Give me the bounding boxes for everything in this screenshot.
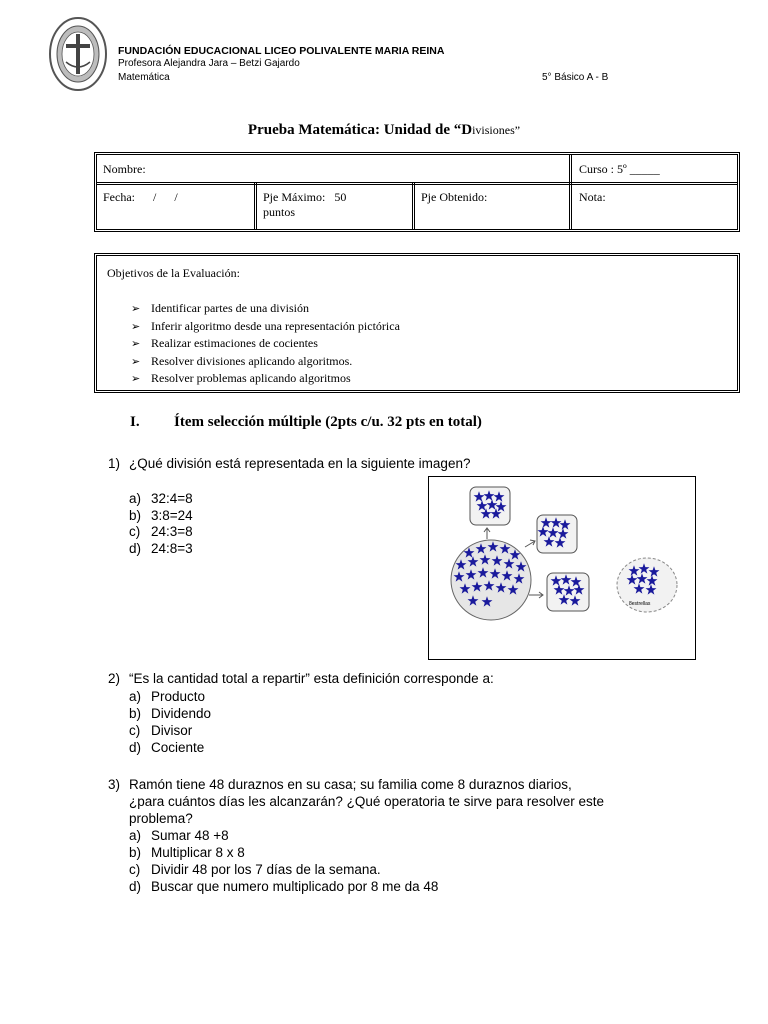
division-figure [428, 476, 696, 660]
max-score-label: Pje Máximo: 50 [263, 190, 347, 204]
section-number: I. [130, 414, 140, 430]
arrow-bullet-icon: ➢ [131, 320, 141, 333]
max-score-unit: puntos [263, 205, 296, 219]
grade-label: 5° Básico A - B [542, 72, 609, 83]
teacher-names: Profesora Alejandra Jara – Betzi Gajardo [118, 58, 300, 69]
objective-item: ➢ Realizar estimaciones de cocientes [131, 335, 400, 353]
objective-item: ➢ Inferir algoritmo desde una representación pictórica [131, 318, 400, 336]
title-main: Prueba Matemática: Unidad de “ [247, 122, 462, 138]
objectives-title: Objetivos de la Evaluación: [107, 266, 240, 280]
question-3 [108, 776, 604, 895]
school-logo [48, 14, 108, 94]
objective-item: ➢ Resolver divisiones aplicando algoritmos. [131, 353, 400, 371]
question-1-options [129, 491, 193, 557]
objectives-list [131, 300, 400, 388]
figure-label: 8estrellas [629, 601, 651, 607]
question-number: 3) [108, 777, 121, 792]
stars-illustration [429, 477, 695, 659]
question-number: 2) [108, 671, 121, 686]
question-number: 1) [108, 456, 121, 471]
objective-item: ➢ Identificar partes de una división [131, 300, 400, 318]
option-a[interactable]: a) Sumar 48 +8 [129, 828, 229, 843]
title-cap: D [461, 122, 473, 138]
course-field[interactable]: Curso : 5º _____ [579, 162, 660, 176]
date-field[interactable]: Fecha: / / [103, 190, 178, 204]
title-close: ” [514, 123, 521, 137]
arrow-bullet-icon: ➢ [131, 303, 141, 315]
option-a[interactable]: a) Producto [129, 689, 206, 704]
option-b[interactable]: b) Dividendo [129, 706, 212, 721]
question-3-options [129, 827, 438, 895]
option-d[interactable]: d) Cociente [129, 740, 205, 755]
objective-item: ➢ Resolver problemas aplicando algoritmos [131, 370, 400, 388]
final-grade-field[interactable]: Nota: [579, 190, 606, 204]
arrow-bullet-icon: ➢ [131, 355, 141, 368]
section-heading [130, 414, 482, 431]
section-title: Ítem selección múltiple (2pts c/u. 32 pts en total) [174, 414, 482, 430]
arrow-right-icon [529, 592, 543, 598]
student-info-table [94, 152, 740, 232]
school-name: FUNDACIÓN EDUCACIONAL LICEO POLIVALENTE MARIA REINA [118, 45, 445, 57]
question-text: ¿Qué división está representada en la siguiente imagen? [129, 456, 471, 471]
arrow-right-up-icon [525, 540, 535, 547]
title-rest: ivisiones [472, 123, 515, 137]
question-text: “Es la cantidad total a repartir” esta definición corresponde a: [129, 671, 494, 686]
option-d[interactable]: d) Buscar que numero multiplicado por 8 me da 48 [129, 879, 439, 894]
arrow-bullet-icon: ➢ [131, 338, 141, 351]
option-c[interactable]: c) 24:3=8 [129, 524, 193, 539]
subject-label: Matemática [118, 72, 170, 83]
option-c[interactable]: c) Divisor [129, 723, 193, 738]
question-text: Ramón tiene 48 duraznos en su casa; su familia come 8 duraznos diarios, ¿para cuántos días les alcanzarán? ¿Qué operatoria te sirve para resolver este problema? [129, 777, 604, 826]
name-field[interactable]: Nombre: [103, 162, 146, 176]
option-d[interactable]: d) 24:8=3 [129, 540, 193, 556]
option-b[interactable]: b) Multiplicar 8 x 8 [129, 845, 245, 860]
option-c[interactable]: c) Dividir 48 por los 7 días de la semana. [129, 862, 381, 877]
arrow-up-icon [484, 528, 490, 539]
obtained-score-field[interactable]: Pje Obtenido: [421, 190, 488, 204]
question-2-options [129, 688, 211, 756]
arrow-bullet-icon: ➢ [131, 373, 141, 386]
option-a[interactable]: a) 32:4=8 [129, 491, 193, 506]
option-b[interactable]: b) 3:8=24 [129, 507, 193, 523]
objectives-box [94, 253, 740, 393]
page-title [0, 122, 768, 139]
